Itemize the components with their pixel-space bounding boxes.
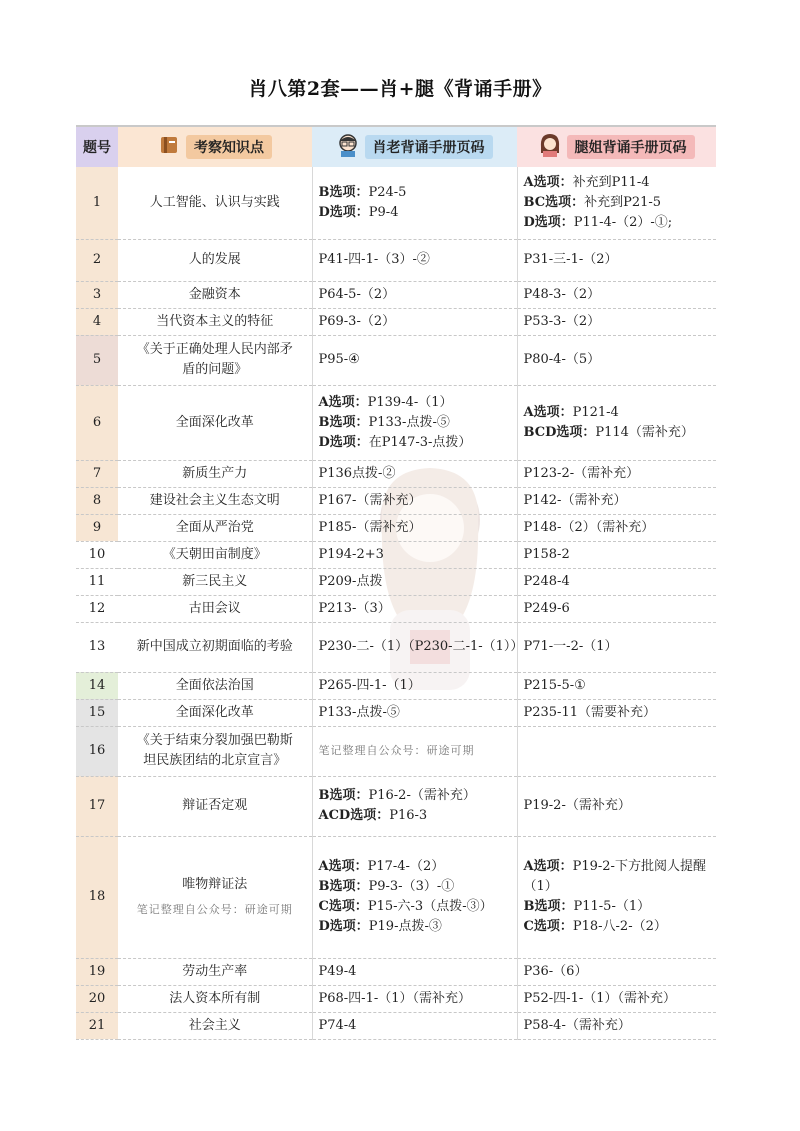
tui-ref-entry: [524, 637, 711, 657]
xiao-ref-entry: [319, 312, 511, 332]
page-ref: P16-3: [389, 808, 428, 823]
row-number: 17: [76, 776, 118, 836]
xiao-ref-cell: [312, 622, 524, 672]
knowledge-point-text: 《关于结束分裂加强巴勒斯: [136, 733, 293, 748]
tui-ref-entry: [524, 403, 711, 423]
knowledge-point-text: 社会主义: [188, 1017, 241, 1033]
knowledge-point-text: 人工智能、认识与实践: [149, 194, 280, 210]
page-ref: P69-3-（2）: [318, 313, 396, 329]
knowledge-point-cell: [118, 1012, 312, 1039]
source-note: 笔记整理自公众号：研途可期: [318, 744, 475, 757]
tui-ref-entry: [524, 193, 711, 213]
knowledge-point-cell: [118, 958, 312, 985]
tui-ref-cell: [517, 699, 716, 726]
row-number: 9: [76, 514, 118, 541]
knowledge-point-cell: [118, 487, 312, 514]
tui-ref-cell: [517, 985, 716, 1012]
knowledge-point-text: 辩证否定观: [182, 798, 248, 813]
tui-ref-entry: [524, 464, 711, 484]
table-row: [76, 1012, 716, 1039]
xiao-ref-entry: [319, 676, 511, 696]
knowledge-point-cell: [118, 776, 312, 836]
knowledge-point-cell: [118, 281, 312, 308]
xiao-ref-entry: [319, 917, 511, 937]
tui-ref-cell: [517, 335, 716, 385]
page-ref: P64-5-（2）: [318, 286, 396, 302]
table-row: [76, 672, 716, 699]
table-row: [76, 726, 716, 776]
xiao-ref-cell: [312, 308, 517, 335]
xiao-ref-entry: [319, 413, 511, 433]
row-number: 5: [76, 335, 118, 385]
page-ref: P209-点拨: [318, 573, 383, 589]
page-ref: P142-（需补充）: [523, 492, 627, 508]
page-ref: P48-3-（2）: [523, 286, 601, 302]
table-row: [76, 958, 716, 985]
header-knowledge: [118, 126, 312, 167]
table-row: [76, 699, 716, 726]
row-number: 4: [76, 308, 118, 335]
xiao-ref-entry: [319, 183, 511, 203]
page-ref: 在P147-3-点拨）: [368, 434, 472, 450]
knowledge-point-text: 全面深化改革: [175, 414, 254, 430]
tui-ref-cell: [517, 385, 716, 460]
page-ref: P31-三-1-（2）: [523, 252, 618, 267]
knowledge-point-text: 新质生产力: [182, 465, 248, 481]
knowledge-point-cell: [118, 239, 312, 281]
knowledge-point-cell: [118, 335, 312, 385]
xiao-ref-cell: [312, 239, 517, 281]
xiao-ref-entry: [319, 989, 511, 1009]
xiao-ref-entry: [318, 637, 524, 657]
header-no: 题号: [76, 126, 118, 167]
tui-ref-cell: [517, 726, 716, 776]
xiao-ref-cell: [312, 281, 517, 308]
table-row: [76, 836, 716, 958]
table-row: [76, 487, 716, 514]
row-number: 15: [76, 699, 118, 726]
xiao-ref-entry: [319, 806, 511, 826]
xiao-ref-entry: [319, 1016, 511, 1036]
tui-ref-entry: [524, 423, 711, 443]
header-tui: [517, 126, 716, 167]
header-xiao: [312, 126, 517, 167]
knowledge-point-text: 建设社会主义生态文明: [149, 492, 280, 508]
xiao-ref-cell: [312, 1012, 517, 1039]
knowledge-point-text: 全面从严治党: [175, 519, 254, 535]
option-label: A选项：: [318, 859, 368, 874]
xiao-ref-cell: [312, 568, 517, 595]
knowledge-point-text: 唯物辩证法: [182, 877, 248, 892]
knowledge-point-text: 盾的问题》: [182, 362, 248, 377]
page-ref: P74-4: [318, 1017, 357, 1033]
tui-ref-entry: [524, 962, 711, 982]
xiao-ref-entry: [319, 572, 511, 592]
knowledge-point-text: 当代资本主义的特征: [156, 313, 274, 329]
table-body: [76, 167, 716, 1039]
tui-ref-cell: [517, 836, 716, 958]
tui-ref-entry: [524, 572, 711, 592]
knowledge-point-cell: [118, 726, 312, 776]
page-ref: P133-点拨-⑤: [368, 414, 450, 430]
header-knowledge-label: 考察知识点: [186, 135, 272, 159]
knowledge-point-cell: [118, 514, 312, 541]
option-label: BCD选项：: [523, 424, 596, 440]
xiao-ref-entry: [319, 897, 511, 917]
knowledge-point-text: 全面依法治国: [175, 677, 254, 693]
xiao-ref-cell: [312, 776, 517, 836]
xiao-ref-entry: [319, 703, 511, 723]
tui-ref-cell: [517, 487, 716, 514]
tui-ref-cell: [517, 622, 716, 672]
table-row: [76, 514, 716, 541]
table-row: [76, 460, 716, 487]
option-label: B选项：: [318, 788, 369, 803]
page-ref: P123-2-（需补充）: [523, 465, 640, 481]
knowledge-point-cell: [118, 385, 312, 460]
tui-ref-cell: [517, 308, 716, 335]
xiao-ref-cell: [312, 487, 517, 514]
page-ref: P230-二-（1）（P230-二-1-（1））: [318, 639, 524, 654]
row-number: 18: [76, 836, 118, 958]
knowledge-point-text: 劳动生产率: [182, 963, 248, 979]
knowledge-point-cell: [118, 541, 312, 568]
row-number: 21: [76, 1012, 118, 1039]
xiao-ref-entry: [319, 877, 511, 897]
knowledge-point-text: 古田会议: [188, 600, 241, 616]
table-row: [76, 985, 716, 1012]
tui-ref-entry: [524, 917, 711, 937]
page-ref: P19-2-（需补充）: [523, 798, 631, 813]
xiao-ref-entry: [319, 393, 511, 413]
xiao-ref-cell: [312, 167, 517, 239]
table-row: [76, 595, 716, 622]
knowledge-point-cell: [118, 460, 312, 487]
page-ref: P265-四-1-（1）: [318, 677, 421, 693]
option-label: A选项：: [523, 859, 573, 874]
page-ref: P9-3-（3）-①: [368, 879, 455, 894]
tui-ref-entry: [524, 491, 711, 511]
page-ref: P95-④: [318, 352, 360, 367]
page-ref: P213-（3）: [318, 600, 391, 616]
tui-ref-entry: [524, 1016, 711, 1036]
xiao-ref-cell: [312, 514, 517, 541]
knowledge-point-cell: [118, 672, 312, 699]
xiao-ref-cell: [312, 385, 517, 460]
page-ref: 补充到P21-5: [584, 194, 662, 210]
tui-ref-cell: [517, 595, 716, 622]
page-ref: P19-点拨-③: [368, 919, 442, 934]
page-ref: P167-（需补充）: [318, 492, 422, 508]
xiao-ref-cell: [312, 836, 517, 958]
knowledge-point-cell: [118, 167, 312, 239]
xiao-ref-entry: [319, 203, 511, 223]
row-number: 16: [76, 726, 118, 776]
page-ref: P52-四-1-（1）（需补充）: [523, 990, 677, 1006]
xiao-ref-cell: [312, 595, 517, 622]
page-ref: P68-四-1-（1）（需补充）: [318, 990, 472, 1006]
option-label: B选项：: [318, 879, 369, 894]
tui-ref-entry: [524, 676, 711, 696]
row-number: 20: [76, 985, 118, 1012]
tui-ref-entry: [524, 703, 711, 723]
option-label: D选项：: [318, 204, 369, 220]
row-number: 12: [76, 595, 118, 622]
row-number: 1: [76, 167, 118, 239]
option-label: A选项：: [523, 404, 573, 420]
handbook-table: [76, 125, 716, 1040]
xiao-ref-entry: [319, 433, 511, 453]
xiao-ref-entry: [319, 786, 511, 806]
tui-ref-entry: [524, 173, 711, 193]
tui-ref-entry: [524, 285, 711, 305]
table-row: [76, 167, 716, 239]
tui-ref-cell: [517, 541, 716, 568]
xiao-ref-entry: [319, 491, 511, 511]
page-ref: P121-4: [572, 404, 619, 420]
xiao-ref-entry: [319, 464, 511, 484]
knowledge-point-cell: [118, 699, 312, 726]
header-xiao-label: 肖老背诵手册页码: [365, 135, 493, 159]
xiao-ref-entry: [319, 250, 511, 270]
table-row: [76, 308, 716, 335]
page-ref: P139-4-（1）: [367, 394, 453, 410]
table-row: [76, 239, 716, 281]
tui-ref-cell: [517, 460, 716, 487]
table-row: [76, 776, 716, 836]
xiao-ref-entry: [319, 518, 511, 538]
row-number: 19: [76, 958, 118, 985]
tui-ref-cell: [517, 239, 716, 281]
tui-ref-entry: [524, 350, 711, 370]
table-row: [76, 335, 716, 385]
xiao-ref-cell: [312, 958, 517, 985]
tui-ref-cell: [517, 281, 716, 308]
tui-ref-entry: [524, 213, 711, 233]
xiao-ref-entry: [319, 857, 511, 877]
knowledge-point-cell: [118, 836, 312, 958]
page-ref: P158-2: [523, 546, 570, 562]
row-number: 7: [76, 460, 118, 487]
page-ref: P18-八-2-（2）: [572, 919, 667, 934]
tui-ref-entry: [524, 250, 711, 270]
option-label: BC选项：: [523, 194, 585, 210]
table-row: [76, 385, 716, 460]
page-ref: P49-4: [318, 963, 357, 979]
page-ref: P71-一-2-（1）: [523, 639, 618, 654]
option-label: C选项：: [318, 899, 368, 914]
tui-ref-cell: [517, 672, 716, 699]
tui-ref-entry: [524, 989, 711, 1009]
header-tui-label: 腿姐背诵手册页码: [567, 135, 695, 159]
knowledge-point-cell: [118, 308, 312, 335]
tui-ref-entry: [524, 796, 711, 816]
tui-ref-cell: [517, 1012, 716, 1039]
xiao-ref-entry: [319, 285, 511, 305]
xiao-ref-cell: [312, 672, 517, 699]
row-number: 8: [76, 487, 118, 514]
tui-ref-cell: [517, 167, 716, 239]
knowledge-point-text: 人的发展: [188, 252, 241, 267]
page-ref: P15-六-3（点拨-③）: [367, 899, 493, 914]
table-row: [76, 622, 716, 672]
row-number: 10: [76, 541, 118, 568]
xiao-ref-cell: [312, 541, 517, 568]
xiao-ref-entry: [319, 599, 511, 619]
tui-ref-cell: [517, 958, 716, 985]
table-row: [76, 568, 716, 595]
page-ref: P136点拨-②: [318, 465, 396, 481]
knowledge-point-text: 《关于正确处理人民内部矛: [136, 342, 293, 357]
knowledge-point-text: 法人资本所有制: [169, 990, 261, 1006]
knowledge-point-text: 新中国成立初期面临的考验: [136, 639, 293, 654]
row-number: 2: [76, 239, 118, 281]
table-header-row: [76, 126, 716, 167]
xiao-ref-cell: [312, 460, 517, 487]
knowledge-point-text: 全面深化改革: [175, 704, 254, 720]
option-label: B选项：: [523, 899, 574, 914]
girl-avatar-icon: [539, 133, 561, 161]
xiao-ref-entry: [319, 962, 511, 982]
page-ref: P148-（2）（需补充）: [523, 519, 655, 535]
page-ref: P215-5-①: [523, 677, 586, 693]
xiao-ref-entry: [319, 350, 511, 370]
page-ref: 补充到P11-4: [572, 174, 650, 190]
knowledge-point-cell: [118, 568, 312, 595]
row-number: 11: [76, 568, 118, 595]
page-ref: P24-5: [368, 184, 407, 200]
knowledge-point-cell: [118, 622, 312, 672]
page-title: 肖八第2套——肖+腿《背诵手册》: [248, 78, 552, 100]
row-number: 6: [76, 385, 118, 460]
tui-ref-cell: [517, 568, 716, 595]
table-row: [76, 281, 716, 308]
tui-ref-entry: [524, 599, 711, 619]
page-ref: P16-2-（需补充）: [368, 788, 476, 803]
page-ref: P11-5-（1）: [573, 899, 651, 914]
tui-ref-cell: [517, 514, 716, 541]
tui-ref-entry: [524, 857, 711, 897]
knowledge-point-text: 新三民主义: [182, 573, 248, 589]
page-ref: P185-（需补充）: [318, 519, 422, 535]
option-label: B选项：: [318, 184, 369, 200]
xiao-ref-cell: [312, 699, 517, 726]
xiao-ref-cell: [312, 726, 517, 776]
source-note: 笔记整理自公众号：研途可期: [136, 903, 293, 916]
page-ref: P19-2-下方批阅人提醒（1）: [523, 859, 706, 894]
page-ref: P11-4-（2）-①;: [573, 214, 673, 230]
option-label: C选项：: [523, 919, 573, 934]
row-number: 3: [76, 281, 118, 308]
page-ref: P249-6: [523, 600, 570, 616]
page-ref: P80-4-（5）: [523, 352, 601, 367]
knowledge-point-cell: [118, 985, 312, 1012]
book-icon: [158, 134, 180, 160]
page-ref: P41-四-1-（3）-②: [318, 252, 430, 267]
option-label: B选项：: [318, 414, 369, 430]
option-label: D选项：: [318, 919, 369, 934]
knowledge-point-cell: [118, 595, 312, 622]
tui-ref-entry: [524, 545, 711, 565]
knowledge-point-text: 《天朝田亩制度》: [162, 546, 267, 562]
page-ref: P17-4-（2）: [367, 859, 445, 874]
page-ref: P9-4: [368, 204, 399, 220]
option-label: A选项：: [318, 394, 368, 410]
xiao-ref-cell: [312, 335, 517, 385]
page-ref: P133-点拨-⑤: [318, 704, 400, 720]
teacher-avatar-icon: [337, 133, 359, 161]
page-ref: P114（需补充）: [595, 424, 694, 440]
option-label: D选项：: [523, 214, 574, 230]
option-label: ACD选项：: [318, 808, 390, 823]
page-ref: P235-11（需要补充）: [523, 704, 656, 720]
knowledge-point-text: 金融资本: [188, 286, 241, 302]
tui-ref-entry: [524, 897, 711, 917]
page-ref: P36-（6）: [523, 963, 588, 979]
xiao-ref-cell: [312, 985, 517, 1012]
row-number: 13: [76, 622, 118, 672]
page-ref: P53-3-（2）: [523, 313, 601, 329]
xiao-ref-entry: [319, 545, 511, 565]
option-label: D选项：: [318, 434, 369, 450]
page-ref: P248-4: [523, 573, 570, 589]
table-row: [76, 541, 716, 568]
tui-ref-cell: [517, 776, 716, 836]
knowledge-point-text: 坦民族团结的北京宣言》: [143, 753, 287, 768]
page-ref: P194-2+3: [318, 546, 384, 562]
option-label: A选项：: [523, 174, 573, 190]
page-ref: P58-4-（需补充）: [523, 1017, 631, 1033]
tui-ref-entry: [524, 518, 711, 538]
tui-ref-entry: [524, 312, 711, 332]
row-number: 14: [76, 672, 118, 699]
